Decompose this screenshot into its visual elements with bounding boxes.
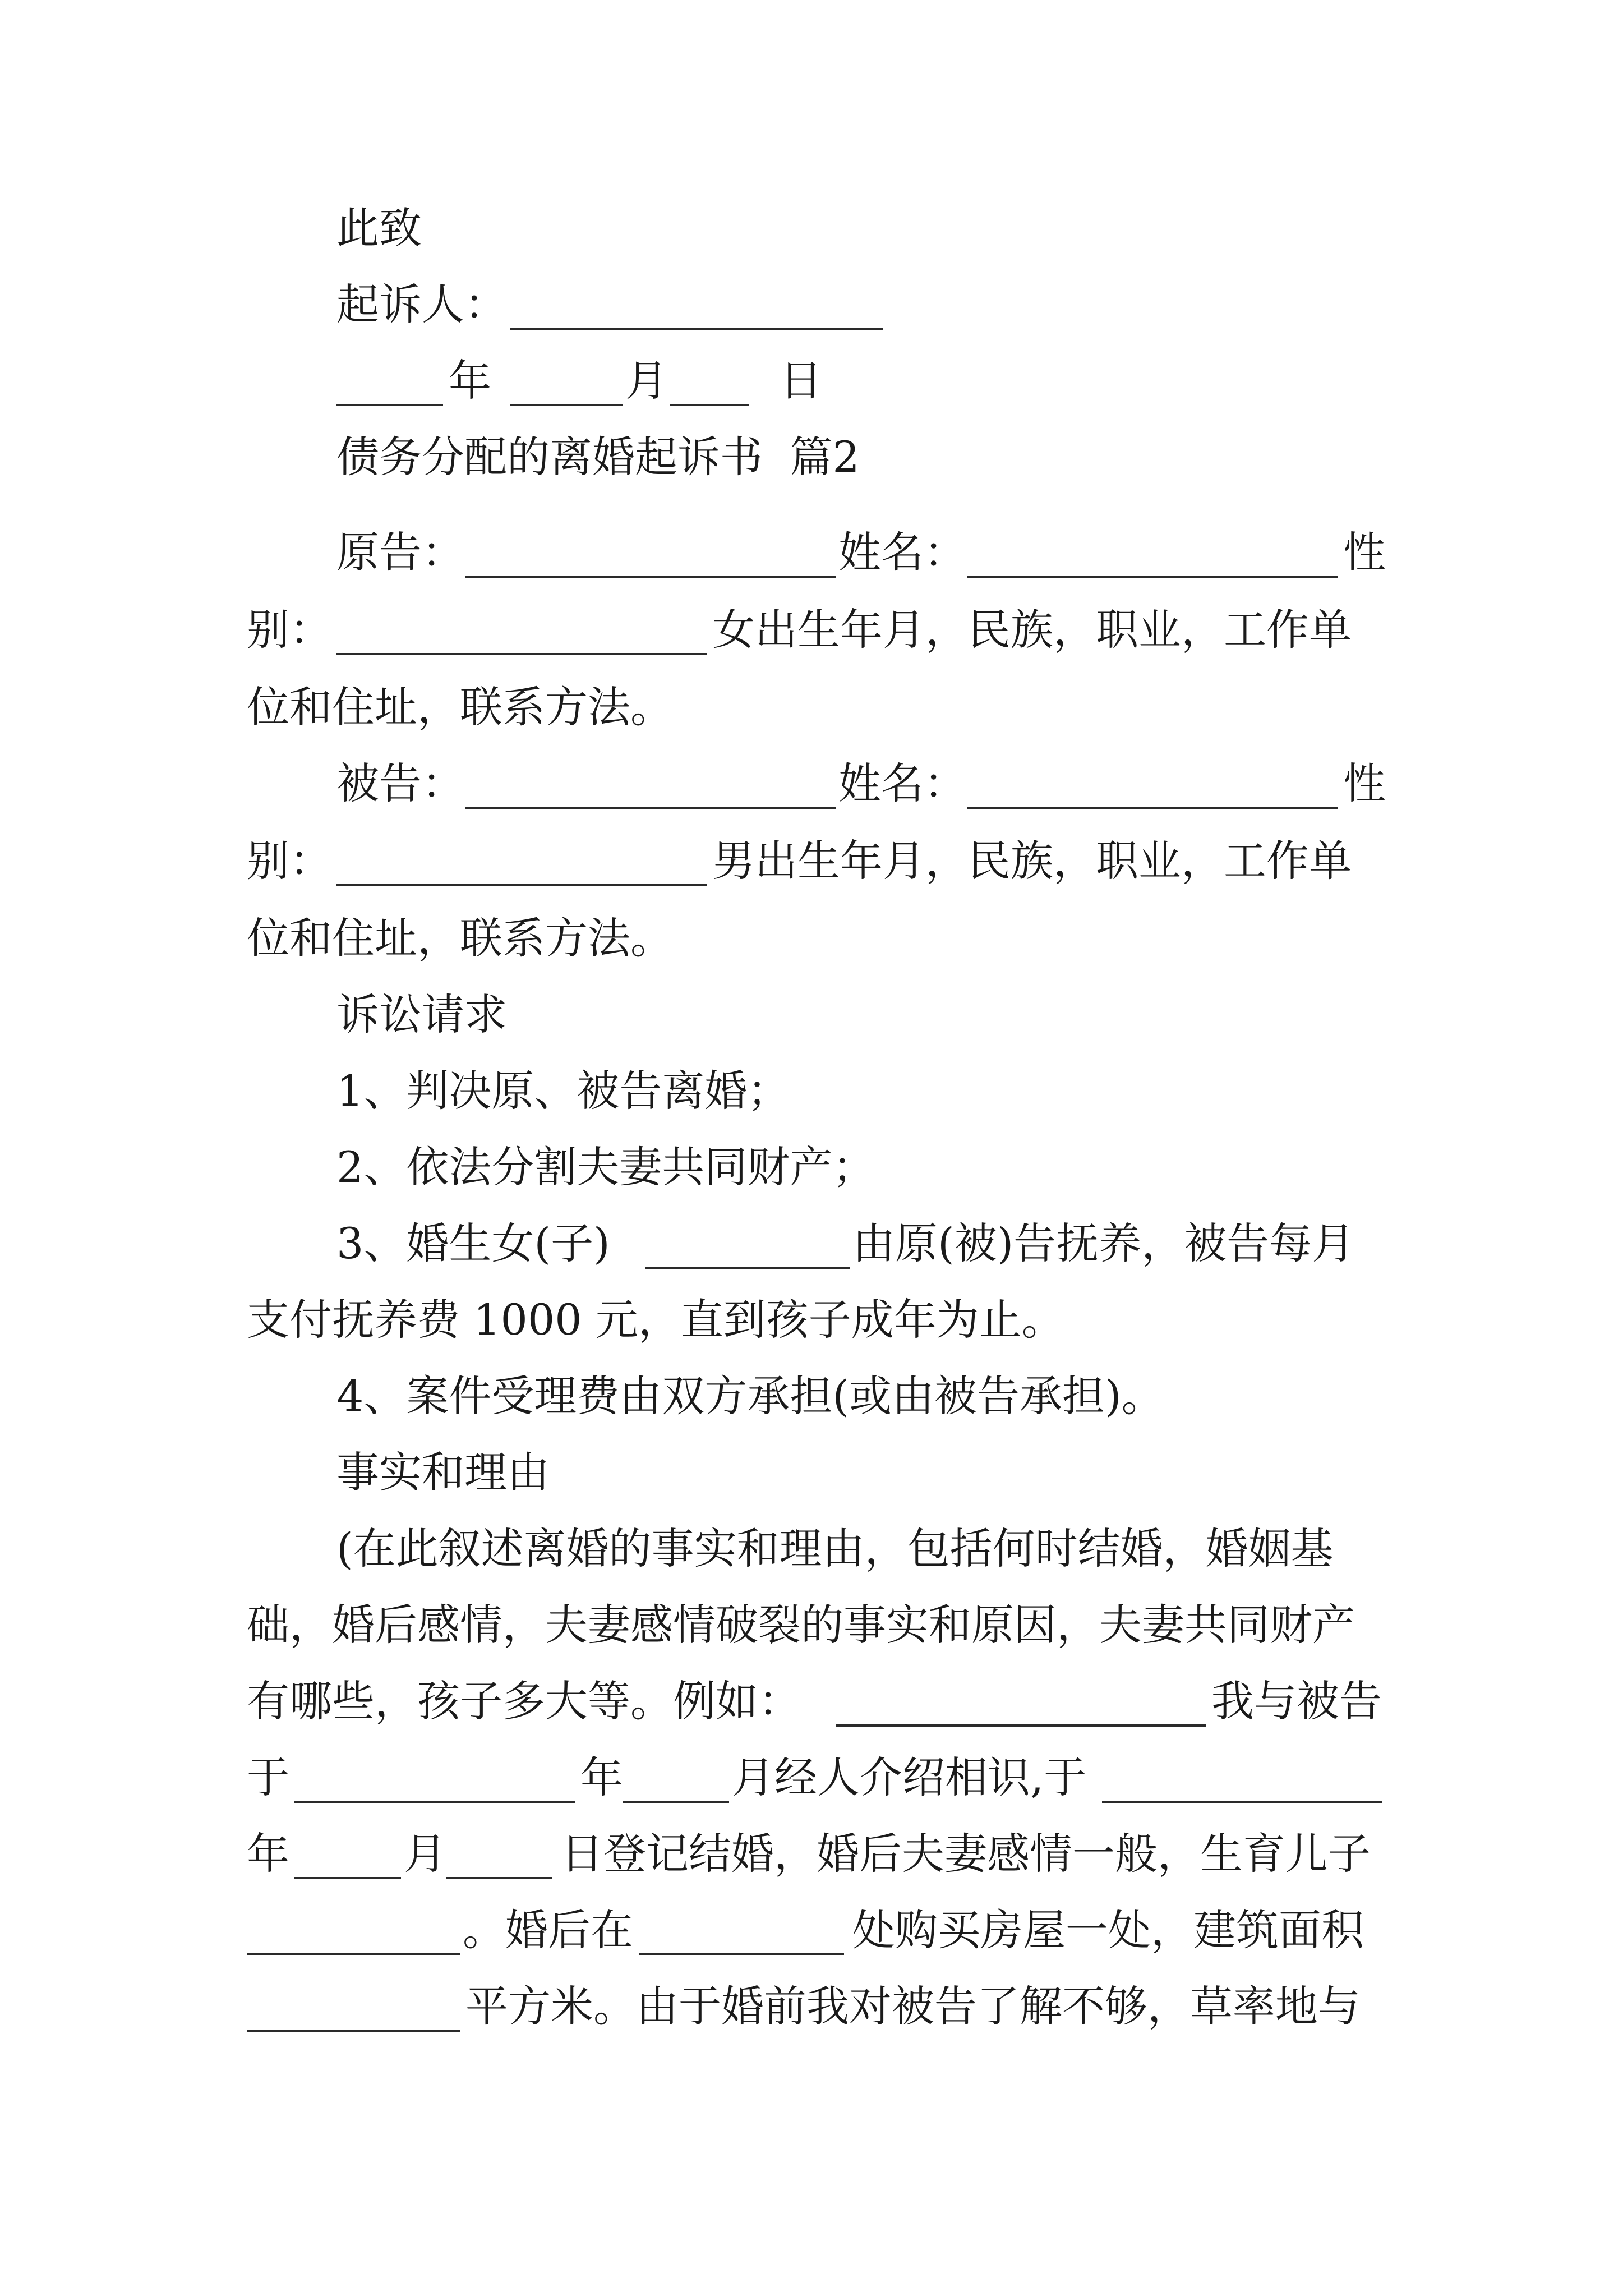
facts-line-4 (0, 1747, 1623, 1809)
facts-line-2 (0, 1594, 1623, 1656)
defendant-label: 被告： (336, 758, 464, 808)
facts-marriage-day-blank (446, 1823, 552, 1879)
claims-heading-line (0, 984, 1623, 1046)
closing-salutation-line (0, 197, 1623, 259)
facts-text-3-end: 我与被告 (1211, 1676, 1382, 1726)
claim-item-3-cont: 支付抚养费 1000 元，直到孩子成年为止。 (247, 1295, 1064, 1345)
facts-example-blank (836, 1671, 1206, 1727)
facts-line-6 (0, 1899, 1623, 1961)
defendant-line-2 (0, 830, 1623, 892)
defendant-name-blank (967, 753, 1338, 809)
facts-heading-line (0, 1442, 1623, 1503)
claim-item-3-line (0, 1213, 1623, 1274)
facts-text-4-a: 于 (247, 1752, 289, 1802)
plaintiff-name-label: 姓名： (838, 527, 966, 577)
facts-line-1 (0, 1518, 1623, 1580)
date-month-label: 月 (625, 356, 668, 406)
claim-item-2: 2、依法分割夫妻共同财产； (336, 1142, 875, 1192)
facts-house-location-blank (639, 1899, 844, 1955)
plaintiff-gender-blank (336, 599, 707, 655)
facts-text-2: 础，婚后感情，夫妻感情破裂的事实和原因，夫妻共同财产 (247, 1600, 1355, 1650)
date-day-label: 日 (780, 356, 822, 406)
facts-text-4-c: 月经人介绍相识,于 (732, 1752, 1087, 1802)
facts-text-5-b: 月 (404, 1829, 446, 1879)
claim-item-1: 1、判决原、被告离婚； (336, 1066, 790, 1116)
facts-text-1: (在此叙述离婚的事实和理由，包括何时结婚，婚姻基 (336, 1524, 1334, 1573)
claim-item-2-line (0, 1137, 1623, 1198)
date-month-blank (510, 350, 623, 406)
plaintiff-line-1 (0, 522, 1623, 583)
section-title-line (0, 426, 1623, 488)
facts-text-5-c: 日登记结婚，婚后夫妻感情一般，生育儿子 (561, 1829, 1371, 1879)
claim-item-1-line (0, 1060, 1623, 1122)
facts-text-6-a: 。婚后在 (463, 1905, 633, 1955)
defendant-line-3 (0, 908, 1623, 969)
plaintiff-details-cont: 位和住址，联系方法。 (247, 682, 673, 732)
plaintiff-blank (465, 522, 836, 578)
facts-met-month-blank (623, 1747, 729, 1803)
date-year-blank (336, 350, 443, 406)
facts-marriage-month-blank (294, 1823, 401, 1879)
claim-item-4: 4、案件受理费由双方承担(或由被告承担)。 (336, 1371, 1164, 1421)
facts-marriage-date-blank (1102, 1747, 1382, 1803)
facts-text-3-start: 有哪些，孩子多大等。例如： (247, 1676, 801, 1726)
facts-met-year-blank (294, 1747, 575, 1803)
defendant-gender-label-1: 性 (1343, 758, 1386, 808)
facts-line-3 (0, 1671, 1623, 1732)
closing-salutation: 此致 (336, 203, 422, 253)
facts-text-5-a: 年 (247, 1829, 289, 1879)
date-line (0, 350, 1623, 412)
defendant-gender-label-2: 别： (247, 836, 332, 886)
claim-item-3-end: 由原(被)告抚养，被告每月 (852, 1218, 1355, 1268)
claim-item-3-start: 3、婚生女(子) (336, 1218, 610, 1268)
plaintiff-gender-label-1: 性 (1343, 527, 1386, 577)
plaintiff-signature-line (0, 274, 1623, 335)
facts-text-6-b: 处购买房屋一处，建筑面积 (852, 1905, 1364, 1955)
date-year-label: 年 (449, 356, 491, 406)
facts-area-blank (247, 1976, 460, 2032)
plaintiff-name-blank (967, 522, 1338, 578)
plaintiff-line-3 (0, 677, 1623, 738)
facts-heading: 事实和理由 (336, 1447, 550, 1497)
claim-item-3-child-blank (645, 1213, 850, 1269)
facts-text-7: 平方米。由于婚前我对被告了解不够，草率地与 (465, 1981, 1361, 2031)
plaintiff-signature-label: 起诉人： (336, 279, 507, 329)
section-title: 债务分配的离婚起诉书 篇2 (336, 432, 860, 482)
claim-item-4-line (0, 1365, 1623, 1427)
defendant-gender-blank (336, 830, 707, 886)
defendant-name-label: 姓名： (838, 758, 966, 808)
date-day-blank (670, 350, 749, 406)
facts-son-blank (247, 1899, 460, 1955)
defendant-blank (465, 753, 836, 809)
facts-line-7 (0, 1976, 1623, 2037)
claims-heading: 诉讼请求 (336, 990, 507, 1039)
facts-text-4-b: 年 (580, 1752, 623, 1802)
defendant-details-cont: 位和住址，联系方法。 (247, 913, 673, 963)
defendant-line-1 (0, 753, 1623, 815)
facts-line-5 (0, 1823, 1623, 1885)
plaintiff-gender-label-2: 别： (247, 605, 332, 655)
plaintiff-details: 女出生年月，民族，职业，工作单 (712, 605, 1352, 655)
claim-item-3-cont-line (0, 1289, 1623, 1351)
plaintiff-line-2 (0, 599, 1623, 661)
plaintiff-label: 原告： (336, 527, 464, 577)
defendant-details: 男出生年月，民族，职业，工作单 (712, 836, 1352, 886)
plaintiff-signature-blank (510, 274, 883, 330)
